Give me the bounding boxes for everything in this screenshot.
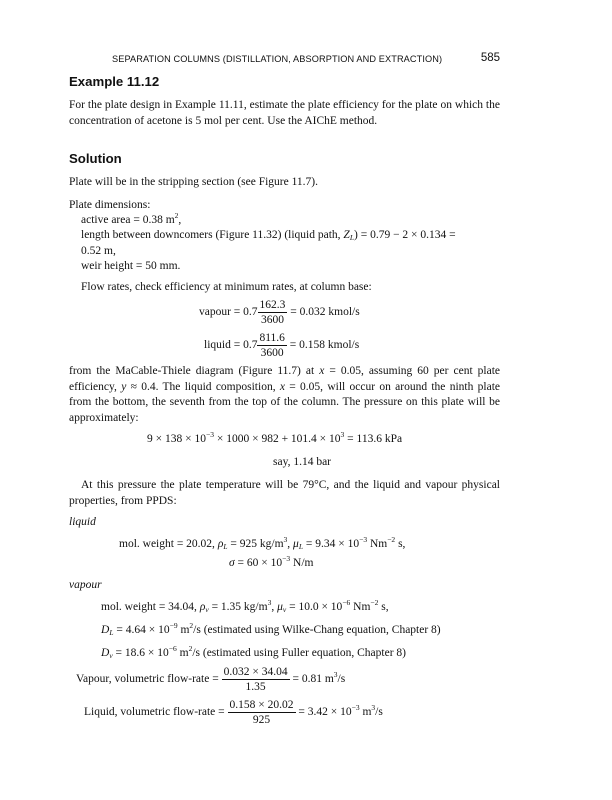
vapour-diffusivity: $D_v = 18.6 \times 10^{-6}$ $m^2/s$ (estimated using Fuller equation, Chapter 8) xyxy=(101,644,406,660)
vapour-flow-equation: vapour = 0.7 $\frac{162.3}{3600}$ = 0.032 kmol/s xyxy=(199,299,360,326)
liquid-label: liquid xyxy=(69,516,96,528)
page-number: 585 xyxy=(480,52,500,64)
solution-intro: Plate will be in the stripping section (see Figure 11.7). xyxy=(69,176,319,188)
solution-title: Solution xyxy=(69,151,122,166)
vapour-properties: mol. weight = 34.04, $\rho_v = 1.35$ $kg/m^3$, $\mu_v = 10.0 \times 10^{-6}$ $Nm^{-2}$ s, xyxy=(101,598,389,614)
pressure-approximation: say, 1.14 bar xyxy=(273,456,332,468)
liquid-volumetric-flow: Liquid, volumetric flow-rate = $\frac{0.158 \times 20.02}{925}$ = $3.42 \times 10^{-3}$ $m^3/s$ xyxy=(84,699,383,726)
pressure-equation: $9 \times 138 \times 10^{-3} \times 1000 \times 982 + 101.4 \times 10^3 = 113.6$ kPa xyxy=(147,430,403,445)
liquid-flow-equation: liquid = 0.7 $\frac{811.6}{3600}$ = 0.158 kmol/s xyxy=(204,332,360,359)
dimensions-heading: Plate dimensions: xyxy=(69,199,151,211)
physical-properties-paragraph: At this pressure the plate temperature will be 79°C, and the liquid and vapour physical properties, from PPDS: xyxy=(69,479,500,507)
liquid-properties: mol. weight = 20.02, $\rho_L = 925$ $kg/m^3$, $\mu_L = 9.34 \times 10^{-3}$ $Nm^{-2}$ s, xyxy=(119,535,406,551)
surface-tension: $\sigma = 60 \times 10^{-3}$ N/m xyxy=(229,554,314,569)
vapour-label: vapour xyxy=(69,579,102,591)
weir-height: weir height = 50 mm. xyxy=(81,260,181,272)
vapour-volumetric-flow: Vapour, volumetric flow-rate = $\frac{0.032 \times 34.04}{1.35}$ = 0.81 $m^3/s$ xyxy=(76,666,346,693)
active-area: active area = 0.38 $m^2$, xyxy=(81,211,182,226)
example-title: Example 11.12 xyxy=(69,74,160,89)
downcomer-length: length between downcomers (Figure 11.32) (liquid path, $Z_L) = 0.79 - 2 \times 0.134$ = 0.52 m, xyxy=(81,229,456,257)
flow-rates-intro: Flow rates, check efficiency at minimum rates, at column base: xyxy=(81,281,372,293)
mccabe-thiele-paragraph: from the MaCable-Thiele diagram (Figure 11.7) at x = 0.05, assuming 60 per cent plate efficiency, y ≈ 0.4. The liquid composition, x = 0.05, will occur on around the ninth plate from the bottom, the seventh from the top of the column. The pressure on this plate will be approximately: xyxy=(69,365,500,424)
example-text: For the plate design in Example 11.11, estimate the plate efficiency for the plate on which the concentration of acetone is 5 mol per cent. Use the AIChE method. xyxy=(69,99,500,127)
liquid-diffusivity: $D_L = 4.64 \times 10^{-9}$ $m^2/s$ (estimated using Wilke-Chang equation, Chapter 8) xyxy=(101,621,441,637)
running-title: SEPARATION COLUMNS (DISTILLATION, ABSORPTION AND EXTRACTION) xyxy=(112,54,443,64)
